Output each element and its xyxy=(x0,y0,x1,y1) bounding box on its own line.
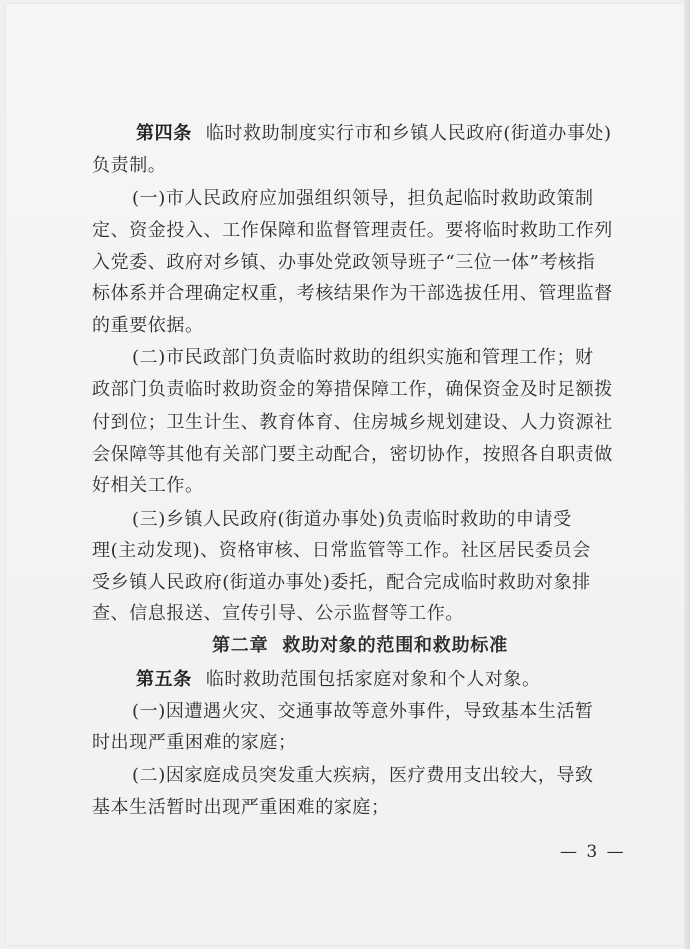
article-4-heading xyxy=(136,122,612,146)
item-1-line-2: 定、资金投入、工作保障和监督管理责任。要将临时救助工作列 xyxy=(92,220,613,241)
chapter-2-label: 第二章 xyxy=(212,635,269,656)
item-1-line-5: 的重要依据。 xyxy=(92,315,204,336)
item-3-line-3: 受乡镇人民政府(街道办事处)委托，配合完成临时救助对象排 xyxy=(92,572,591,593)
scan-edge xyxy=(684,0,690,949)
item-2-line-1: (二)市民政部门负责临时救助的组织实施和管理工作；财 xyxy=(132,347,594,368)
item-1-line-1: (一)市人民政府应加强组织领导，担负起临时救助政策制 xyxy=(132,188,594,209)
chapter-2-heading xyxy=(212,634,508,658)
item-3-line-2: 理(主动发现)、资格审核、日常监管等工作。社区居民委员会 xyxy=(92,540,591,561)
scope-2-line-1: (二)因家庭成员突发重大疾病，医疗费用支出较大，导致 xyxy=(132,765,594,786)
article-5-heading xyxy=(136,668,541,692)
item-3-line-4: 查、信息报送、宣传引导、公示监督等工作。 xyxy=(92,603,464,624)
scope-1-line-1: (一)因遭遇火灾、交通事故等意外事件，导致基本生活暂 xyxy=(132,701,594,722)
article-4-text-line-2: 负责制。 xyxy=(92,155,167,176)
item-3-line-1: (三)乡镇人民政府(街道办事处)负责临时救助的申请受 xyxy=(132,509,572,530)
article-5-text: 临时救助范围包括家庭对象和个人对象。 xyxy=(205,669,541,690)
item-2-line-4: 会保障等其他有关部门要主动配合，密切协作，按照各自职责做 xyxy=(92,444,613,465)
article-4-label: 第四条 xyxy=(136,123,192,144)
chapter-2-title: 救助对象的范围和救助标准 xyxy=(282,635,509,656)
article-5-label: 第五条 xyxy=(136,669,192,690)
item-1-line-3: 入党委、政府对乡镇、办事处党政领导班子“三位一体”考核指 xyxy=(92,252,596,273)
page-number: — 3 — xyxy=(560,842,626,862)
item-2-line-2: 政部门负责临时救助资金的筹措保障工作，确保资金及时足额拨 xyxy=(92,379,613,400)
item-2-line-3: 付到位；卫生计生、教育体育、住房城乡规划建设、人力资源社 xyxy=(92,412,613,433)
scope-1-line-2: 时出现严重困难的家庭； xyxy=(92,732,297,753)
scope-2-line-2: 基本生活暂时出现严重困难的家庭； xyxy=(92,797,390,818)
article-4-text-line-1: 临时救助制度实行市和乡镇人民政府(街道办事处) xyxy=(205,123,612,144)
item-2-line-5: 好相关工作。 xyxy=(92,475,204,496)
item-1-line-4: 标体系并合理确定权重，考核结果作为干部选拔任用、管理监督 xyxy=(92,283,613,304)
